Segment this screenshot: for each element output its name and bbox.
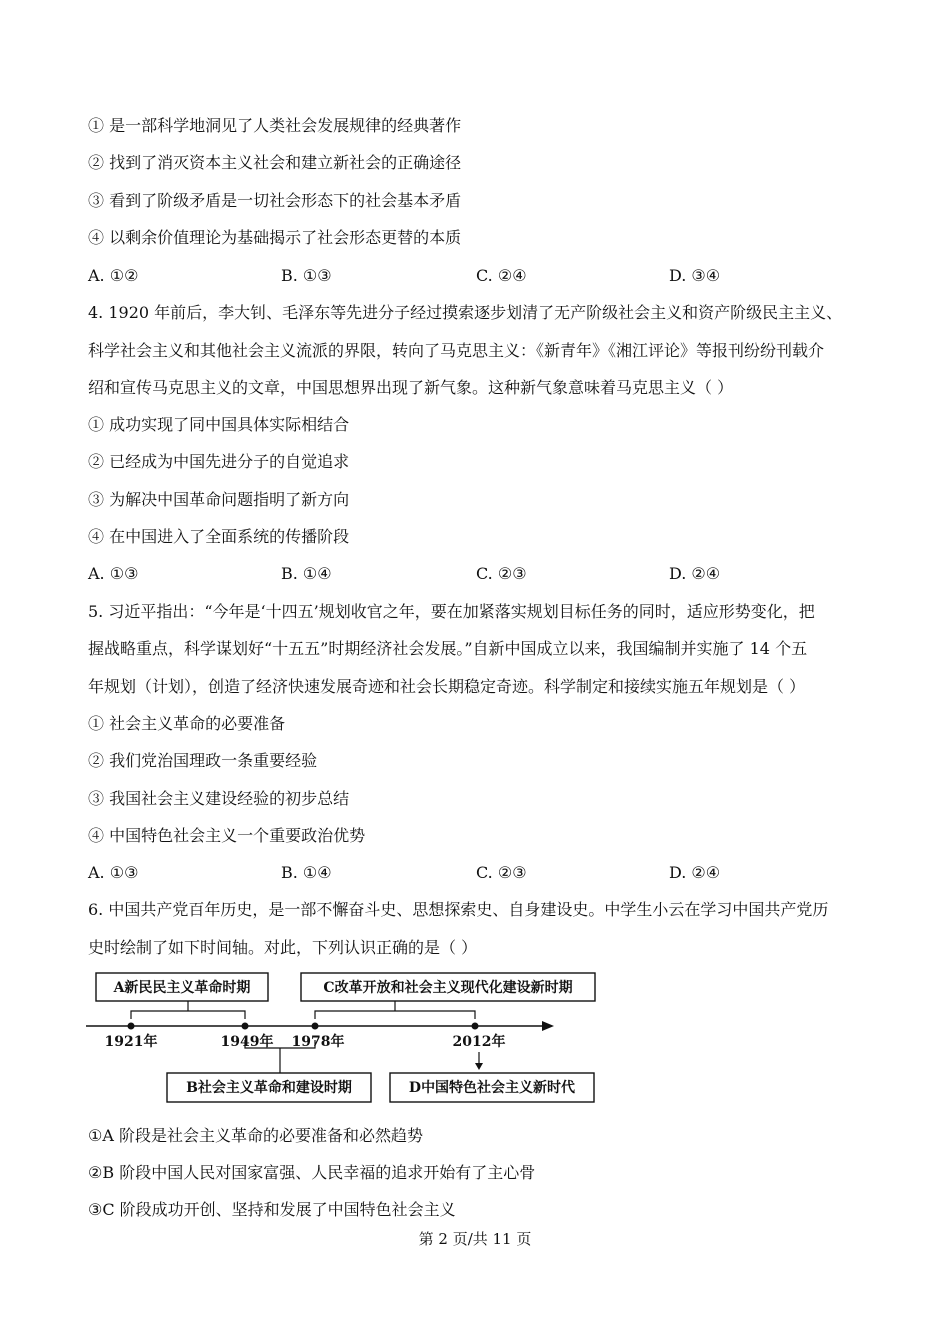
q3-option-c[interactable]: C. ②④ (476, 266, 527, 285)
q4-option-c[interactable]: C. ②③ (476, 564, 527, 583)
q4-option-b[interactable]: B. ①④ (281, 564, 332, 583)
q6-item-3: ③C 阶段成功开创、坚持和发展了中国特色社会主义 (88, 1200, 456, 1219)
timeline-box-c-label: C改革开放和社会主义现代化建设新时期 (323, 980, 573, 996)
page-footer: 第 2 页/共 11 页 (418, 1230, 532, 1248)
q3-item-3: ③ 看到了阶级矛盾是一切社会形态下的社会基本矛盾 (88, 191, 462, 210)
q5-item-4: ④ 中国特色社会主义一个重要政治优势 (88, 826, 366, 845)
timeline-year-1921: 1921年 (104, 1034, 158, 1050)
q6-stem-line-1: 6. 中国共产党百年历史，是一部不懈奋斗史、思想探索史、自身建设史。中学生小云在学习中国共产党历 (88, 900, 829, 919)
q5-item-2: ② 我们党治国理政一条重要经验 (88, 751, 318, 770)
timeline-point-2012 (472, 1023, 479, 1030)
q5-stem-line-2: 握战略重点，科学谋划好“十五五”时期经济社会发展。”自新中国成立以来，我国编制并实施了 14 个五 (88, 639, 808, 658)
timeline-brace-c (315, 1011, 475, 1019)
party-history-timeline (84, 966, 604, 1106)
q5-item-1: ① 社会主义革命的必要准备 (88, 714, 286, 733)
q3-option-d[interactable]: D. ③④ (669, 266, 721, 285)
q4-option-a[interactable]: A. ①③ (88, 564, 139, 583)
q4-stem-line-3: 绍和宣传马克思主义的文章，中国思想界出现了新气象。这种新气象意味着马克思主义（ ） (88, 378, 734, 397)
q3-item-4: ④ 以剩余价值理论为基础揭示了社会形态更替的本质 (88, 228, 462, 247)
timeline-year-1949: 1949年 (220, 1034, 274, 1050)
q5-item-3: ③ 我国社会主义建设经验的初步总结 (88, 789, 350, 808)
q6-stem-line-2: 史时绘制了如下时间轴。对此，下列认识正确的是（ ） (88, 938, 478, 957)
q5-options (88, 862, 888, 884)
timeline-brace-a (131, 1011, 245, 1019)
timeline-box-d-label: D中国特色社会主义新时代 (408, 1080, 576, 1096)
timeline-year-1978: 1978年 (291, 1034, 345, 1050)
q4-options (88, 563, 888, 585)
q3-item-1: ① 是一部科学地洞见了人类社会发展规律的经典著作 (88, 116, 462, 135)
timeline-point-1978 (312, 1023, 319, 1030)
q5-option-b[interactable]: B. ①④ (281, 863, 332, 882)
timeline-point-1921 (128, 1023, 135, 1030)
q3-item-2: ② 找到了消灭资本主义社会和建立新社会的正确途径 (88, 153, 462, 172)
timeline-arrow-d-head (475, 1063, 483, 1070)
q4-item-2: ② 已经成为中国先进分子的自觉追求 (88, 452, 350, 471)
q3-option-b[interactable]: B. ①③ (281, 266, 332, 285)
q5-stem-line-3: 年规划（计划），创造了经济快速发展奇迹和社会长期稳定奇迹。科学制定和接续实施五年规划是（ ） (88, 677, 806, 696)
q3-option-a[interactable]: A. ①② (88, 266, 139, 285)
q4-item-1: ① 成功实现了同中国具体实际相结合 (88, 415, 350, 434)
q4-stem-line-1: 4. 1920 年前后，李大钊、毛泽东等先进分子经过摸索逐步划清了无产阶级社会主义和资产阶级民主主义、 (88, 303, 843, 322)
q4-item-4: ④ 在中国进入了全面系统的传播阶段 (88, 527, 350, 546)
timeline-box-b-label: B社会主义革命和建设时期 (186, 1080, 352, 1096)
q4-option-d[interactable]: D. ②④ (669, 564, 721, 583)
q5-stem-line-1: 5. 习近平指出：“今年是‘十四五’规划收官之年，要在加紧落实规划目标任务的同时，适应形势变化，把 (88, 602, 815, 621)
q4-stem-line-2: 科学社会主义和其他社会主义流派的界限，转向了马克思主义：《新青年》《湘江评论》等报刊纷纷刊载介 (88, 341, 825, 360)
timeline-point-1949 (242, 1023, 249, 1030)
q5-option-a[interactable]: A. ①③ (88, 863, 139, 882)
q6-item-2: ②B 阶段中国人民对国家富强、人民幸福的追求开始有了主心骨 (88, 1163, 536, 1182)
q5-option-c[interactable]: C. ②③ (476, 863, 527, 882)
timeline-year-2012: 2012年 (452, 1034, 506, 1050)
timeline-box-a-label: A新民民主义革命时期 (113, 980, 251, 996)
q3-options (88, 265, 888, 287)
q5-option-d[interactable]: D. ②④ (669, 863, 721, 882)
timeline-axis-arrow (542, 1021, 554, 1031)
q6-item-1: ①A 阶段是社会主义革命的必要准备和必然趋势 (88, 1126, 423, 1145)
q4-item-3: ③ 为解决中国革命问题指明了新方向 (88, 490, 350, 509)
